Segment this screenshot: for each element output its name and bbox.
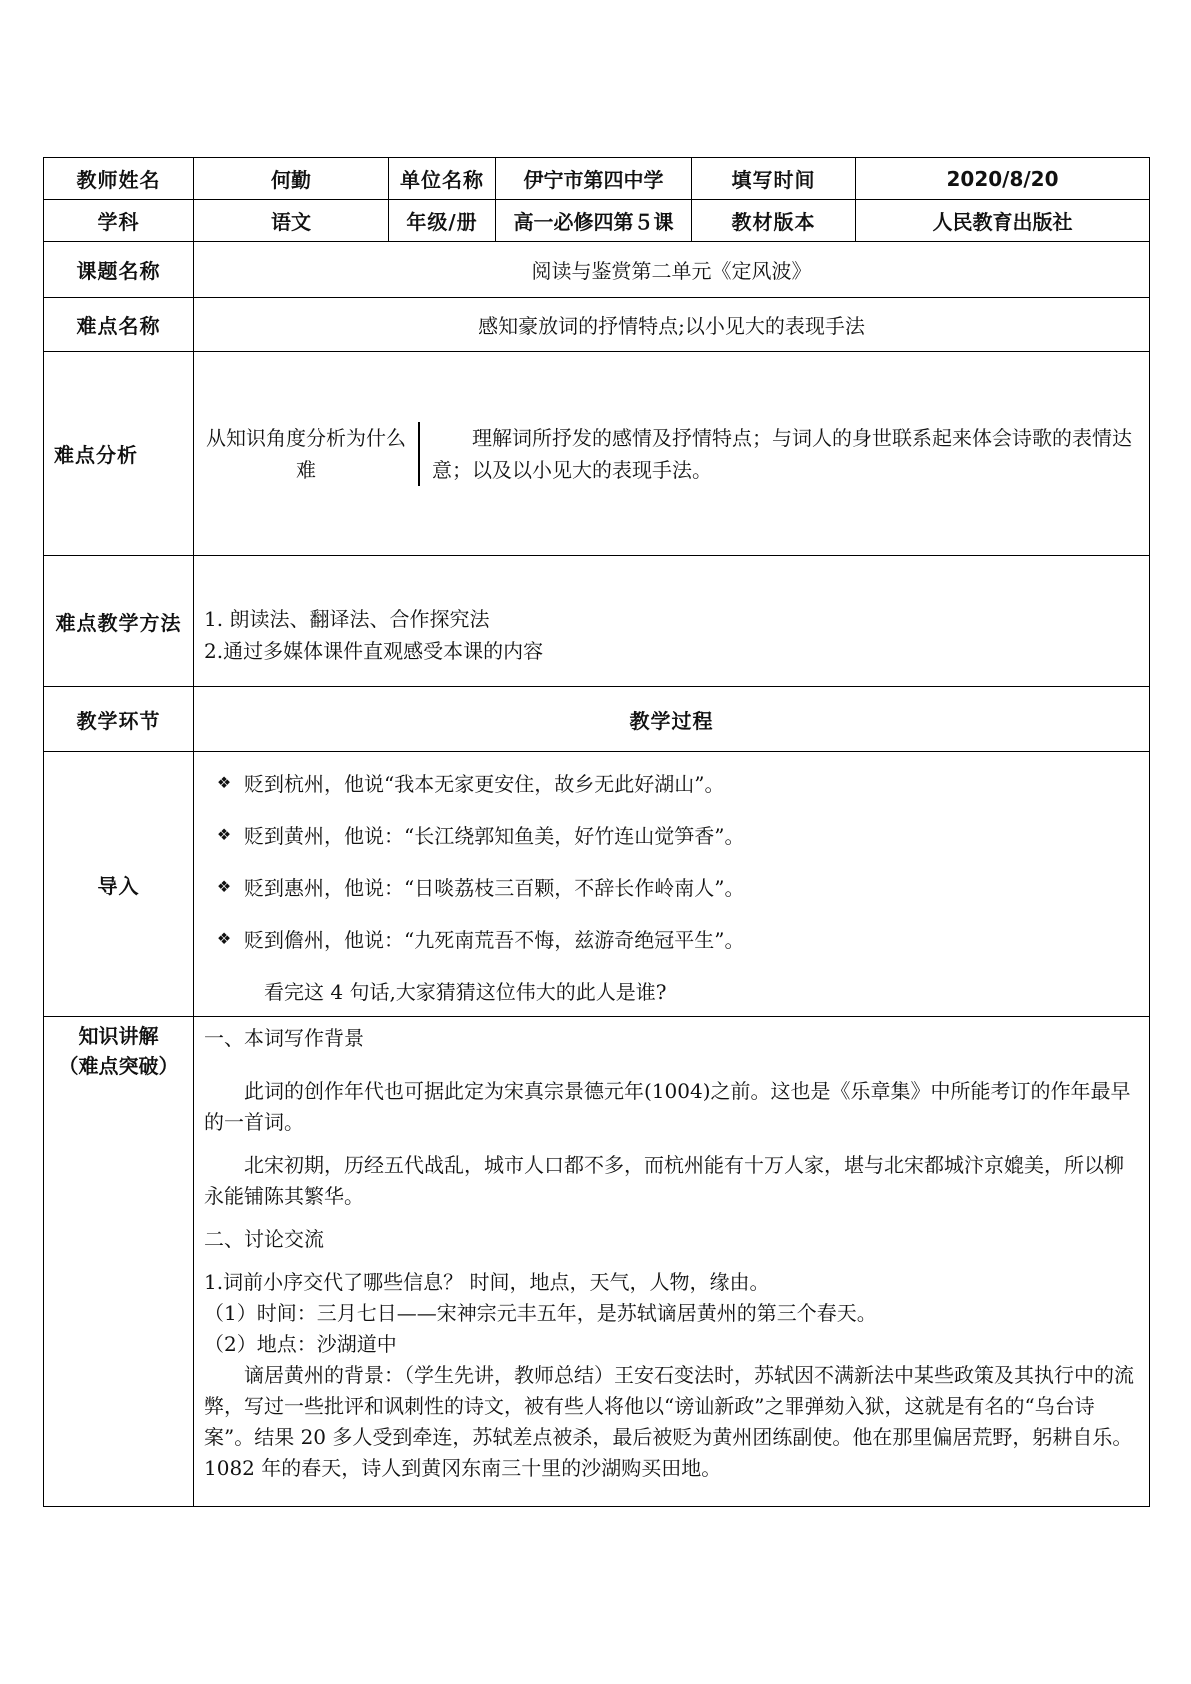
diamond-bullet-icon: ❖: [216, 772, 232, 792]
diamond-bullet-icon: ❖: [216, 824, 232, 844]
difficulty-value: 感知豪放词的抒情特点;以小见大的表现手法: [194, 298, 1150, 352]
analysis-label: 难点分析: [44, 352, 194, 556]
method-cell: [194, 556, 1150, 687]
method-line-1: 1. 朗读法、翻译法、合作探究法: [204, 607, 490, 631]
intro-bullet: [204, 860, 1139, 912]
knowledge-cell: [194, 1017, 1150, 1507]
intro-question: 看完这 4 句话,大家猜猜这位伟大的此人是谁?: [264, 979, 667, 1004]
intro-bullet-text: 贬到杭州，他说“我本无家更安住，故乡无此好湖山”。: [244, 771, 725, 796]
knowledge-paragraph-3: 谪居黄州的背景：（学生先讲，教师总结）王安石变法时，苏轼因不满新法中某些政策及其执行中的流弊，写过一些批评和讽刺性的诗文，被有些人将他以“谤讪新政”之罪弹劾入狱，这就是有名的“乌台诗案”。结果 20 多人受到牵连，苏轼差点被杀，最后被贬为黄州团练副使。他在那里偏居荒野，躬耕自乐。1082 年的春天，诗人到黄冈东南三十里的沙湖购买田地。: [204, 1363, 1134, 1480]
discussion-item-place: （2）地点：沙湖道中: [204, 1332, 397, 1356]
diamond-bullet-icon: ❖: [216, 876, 232, 896]
intro-bullet-text: 贬到儋州，他说：“九死南荒吾不悔，兹游奇绝冠平生”。: [244, 927, 745, 952]
diamond-bullet-icon: ❖: [216, 928, 232, 948]
discussion-question-1: 1.词前小序交代了哪些信息？ 时间，地点，天气，人物，缘由。: [204, 1270, 770, 1294]
header-row-2: [44, 200, 1150, 242]
teaching-process-label: 教学过程: [194, 687, 1150, 752]
knowledge-paragraph-2: 北宋初期，历经五代战乱，城市人口都不多，而杭州能有十万人家，堪与北宋都城汴京媲美，所以柳永能铺陈其繁华。: [204, 1153, 1124, 1208]
analysis-text: 理解词所抒发的感情及抒情特点；与词人的身世联系起来体会诗歌的表情达意；以及以小见大的表现手法。: [432, 425, 1132, 482]
analysis-cell: [194, 352, 1150, 556]
subject-value: 语文: [194, 200, 389, 242]
topic-row: [44, 242, 1150, 298]
section-heading-background: 一、本词写作背景: [204, 1026, 364, 1050]
analysis-row: [44, 352, 1150, 556]
unit-name-label: 单位名称: [389, 158, 496, 200]
knowledge-label-cell: [44, 1017, 194, 1507]
method-line-2: 2.通过多媒体课件直观感受本课的内容: [204, 639, 544, 663]
discussion-item-time: （1）时间：三月七日——宋神宗元丰五年，是苏轼谪居黄州的第三个春天。: [204, 1301, 877, 1325]
intro-bullet: [204, 808, 1139, 860]
lesson-plan-sheet: [43, 157, 1149, 1507]
subject-label: 学科: [44, 200, 194, 242]
teacher-name-label: 教师姓名: [44, 158, 194, 200]
intro-bullet: [204, 912, 1139, 964]
edition-value: 人民教育出版社: [856, 200, 1150, 242]
knowledge-paragraph-1: 此词的创作年代也可据此定为宋真宗景德元年(1004)之前。这也是《乐章集》中所能考订的作年最早的一首词。: [204, 1079, 1131, 1134]
process-header-row: [44, 687, 1150, 752]
difficulty-row: [44, 298, 1150, 352]
topic-value: 阅读与鉴赏第二单元《定风波》: [194, 242, 1150, 298]
header-row-1: [44, 158, 1150, 200]
edition-label: 教材版本: [692, 200, 856, 242]
section-heading-discussion: 二、讨论交流: [204, 1227, 324, 1251]
method-row: [44, 556, 1150, 687]
intro-row: [44, 752, 1150, 1017]
knowledge-row: [44, 1017, 1150, 1507]
knowledge-label-line-1: 知识讲解: [78, 1024, 159, 1048]
intro-bullet-text: 贬到黄州，他说：“长江绕郭知鱼美，好竹连山觉笋香”。: [244, 823, 745, 848]
grade-label: 年级/册: [389, 200, 496, 242]
grade-value: 高一必修四第５课: [496, 200, 692, 242]
intro-bullet: [204, 756, 1139, 808]
fill-date-label: 填写时间: [692, 158, 856, 200]
topic-label: 课题名称: [44, 242, 194, 298]
unit-name-value: 伊宁市第四中学: [496, 158, 692, 200]
intro-cell: [194, 752, 1150, 1017]
difficulty-label: 难点名称: [44, 298, 194, 352]
intro-label: 导入: [44, 752, 194, 1017]
intro-bullet-text: 贬到惠州，他说：“日啖荔枝三百颗，不辞长作岭南人”。: [244, 875, 745, 900]
teacher-name-value: 何勤: [194, 158, 389, 200]
knowledge-label-line-2: （难点突破）: [58, 1054, 179, 1078]
analysis-sub-label: 从知识角度分析为什么难: [194, 422, 420, 486]
teaching-step-label: 教学环节: [44, 687, 194, 752]
lesson-plan-table: [43, 157, 1150, 1507]
fill-date-value: 2020/8/20: [856, 158, 1150, 200]
method-label: 难点教学方法: [44, 556, 194, 687]
